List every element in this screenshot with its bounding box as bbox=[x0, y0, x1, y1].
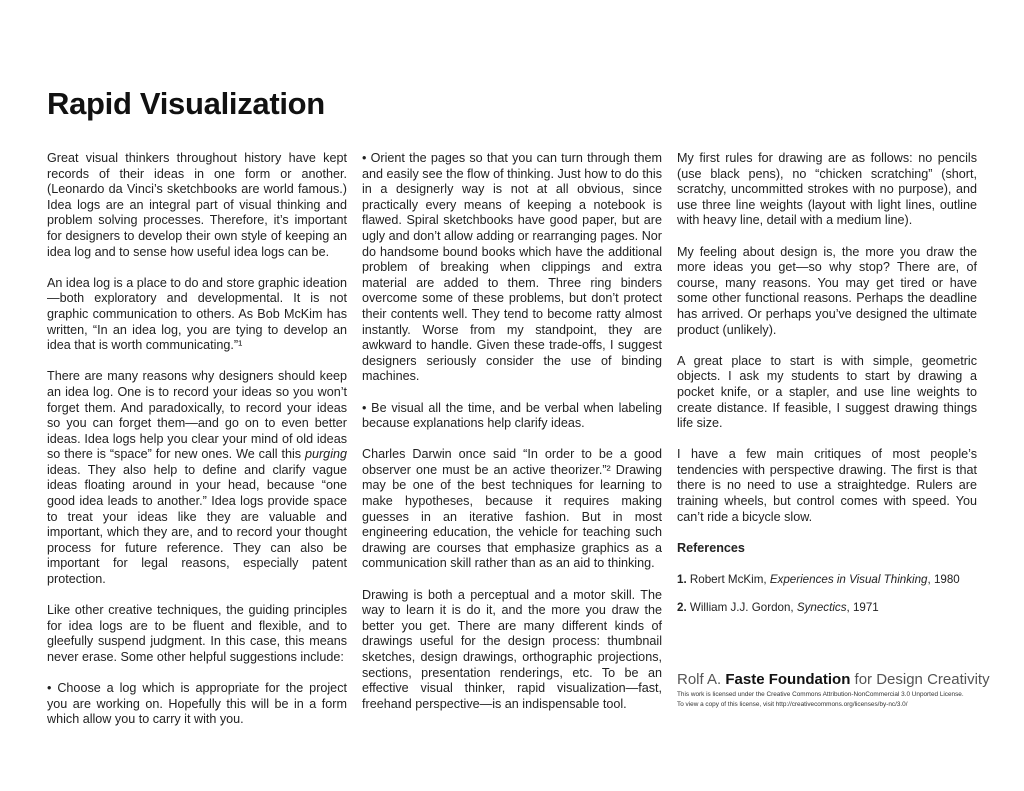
paragraph: An idea log is a place to do and store graphic ideation—both exploratory and developmental. It is not graphic communication to others. As Bob McKim has written, “In an idea log, you are tying to develop an idea that is worth communicating.”¹ bbox=[47, 275, 347, 353]
license-text-line-2: To view a copy of this license, visit http://creativecommons.org/licenses/by-nc/3.0/ bbox=[677, 701, 908, 708]
footer bbox=[677, 671, 990, 709]
reference-title: Synectics bbox=[796, 600, 847, 614]
reference-number: 1. bbox=[677, 573, 687, 587]
foundation-logo bbox=[677, 671, 990, 689]
emphasis-text: purging bbox=[304, 447, 347, 462]
paragraph: Drawing is both a perceptual and a motor skill. The way to learn it is do it, and the more you draw the better you get. There are many different kinds of drawings useful for the design process: thumbnail sketches, design drawings, orthographic projections, sections, presentation renderings, etc. To be an effective visual thinker, rapid visualization—fast, freehand perspective—is an indispensable tool. bbox=[362, 587, 662, 711]
bullet-paragraph: • Choose a log which is appropriate for the project you are working on. Hopefully this will be in a form which allow you to carry it with you. bbox=[47, 681, 347, 727]
text-column-3 bbox=[677, 151, 977, 627]
paragraph-text: ideas. They also help to define and clarify vague ideas floating around in your head, because “one good idea leads to another.” Idea logs provide space to treat your ideas like they are valuable and important, which they are, and to record your thought process for future reference. They can also be important for legal reasons, especially patent protection. bbox=[47, 462, 347, 587]
brand-suffix: for Design Creativity bbox=[854, 671, 990, 688]
text-column-2 bbox=[362, 151, 662, 728]
bullet-paragraph: • Be visual all the time, and be verbal when labeling because explanations help clarify ideas. bbox=[362, 400, 662, 431]
brand-prefix: Rolf A. bbox=[677, 671, 722, 688]
paragraph: Charles Darwin once said “In order to be a good observer one must be an active theorizer.”² Drawing may be one of the best techniques for learning to make hypotheses, because it requires making guesses in an iterative fashion. But in most engineering education, the vehicle for teaching such drawing are courses that emphasize graphics as a communication skill rather than as an aid to thinking. bbox=[362, 447, 662, 571]
reference-year: , 1971 bbox=[846, 600, 879, 614]
license-text-line-1: This work is licensed under the Creative Commons Attribution-NonCommercial 3.0 Unported License. bbox=[677, 691, 964, 698]
reference-item bbox=[677, 572, 977, 588]
paragraph: Great visual thinkers throughout history have kept records of their ideas in one form or another. (Leonardo da Vinci’s sketchbooks are world famous.) Idea logs are an integral part of visual thinking and problem solving processes. Therefore, it’s important for designers to develop their own style of keeping an idea log and to sense how useful idea logs can be. bbox=[47, 151, 347, 259]
reference-item bbox=[677, 600, 977, 616]
reference-author: William J.J. Gordon, bbox=[689, 600, 794, 614]
paragraph: I have a few main critiques of most people’s tendencies with perspective drawing. The first is that there is no need to use a straightedge. Rulers are training wheels, but control comes with speed. You can’t ride a bicycle slow. bbox=[677, 447, 977, 524]
paragraph-text: There are many reasons why designers should keep an idea log. One is to record your ideas so you won’t forget them. And paradoxically, to record your ideas so you can forget them—and go on to even better ideas. Idea logs help you clear your mind of old ideas so there is “space” for new ones. We call this bbox=[47, 369, 347, 462]
reference-number: 2. bbox=[677, 600, 687, 614]
reference-year: , 1980 bbox=[927, 573, 960, 587]
text-column-1 bbox=[47, 151, 347, 744]
bullet-paragraph: • Orient the pages so that you can turn through them and easily see the flow of thinking. Just how to do this in a designerly way is not at all obvious, since practically every means of keeping a notebook is flawed. Spiral sketchbooks have good paper, but are ugly and don’t allow adding or rearranging pages. Nor do handsome bound books which have the additional problem of breaking when clippings and extra material are added to them. Three ring binders overcome some of these problems, but don’t protect their contents well. They tend to become ratty almost instantly. Worse from my standpoint, they are awkward to handle. Given these trade-offs, I suggest designers seriously consider the use of binding machines. bbox=[362, 151, 662, 384]
reference-title: Experiences in Visual Thinking bbox=[769, 573, 928, 587]
brand-name: Faste Foundation bbox=[725, 671, 851, 688]
paragraph: Like other creative techniques, the guiding principles for idea logs are to be fluent and flexible, and to gleefully suspend judgment. In this case, this means never erase. Some other helpful suggestions include: bbox=[47, 603, 347, 664]
references-heading: References bbox=[677, 540, 745, 555]
paragraph: My first rules for drawing are as follows: no pencils (use black pens), no “chicken scratching” (short, scratchy, uncommitted strokes with no purpose), and use three line weights (layout with light lines, outline with heavy line, detail with a medium line). bbox=[677, 151, 977, 228]
reference-author: Robert McKim, bbox=[689, 573, 767, 587]
paragraph: My feeling about design is, the more you draw the more ideas you get—so why stop? There are, of course, many reasons. You may get tired or have some other functional reasons. Perhaps the deadline has arrived. Or perhaps you’ve designed the ultimate product (unlikely). bbox=[677, 244, 977, 337]
page-title: Rapid Visualization bbox=[47, 86, 325, 121]
paragraph: A great place to start is with simple, geometric objects. I ask my students to start by drawing a pocket knife, or a stapler, and use line weights to create distance. If feasible, I suggest drawing things life size. bbox=[677, 353, 977, 431]
paragraph bbox=[47, 369, 347, 587]
